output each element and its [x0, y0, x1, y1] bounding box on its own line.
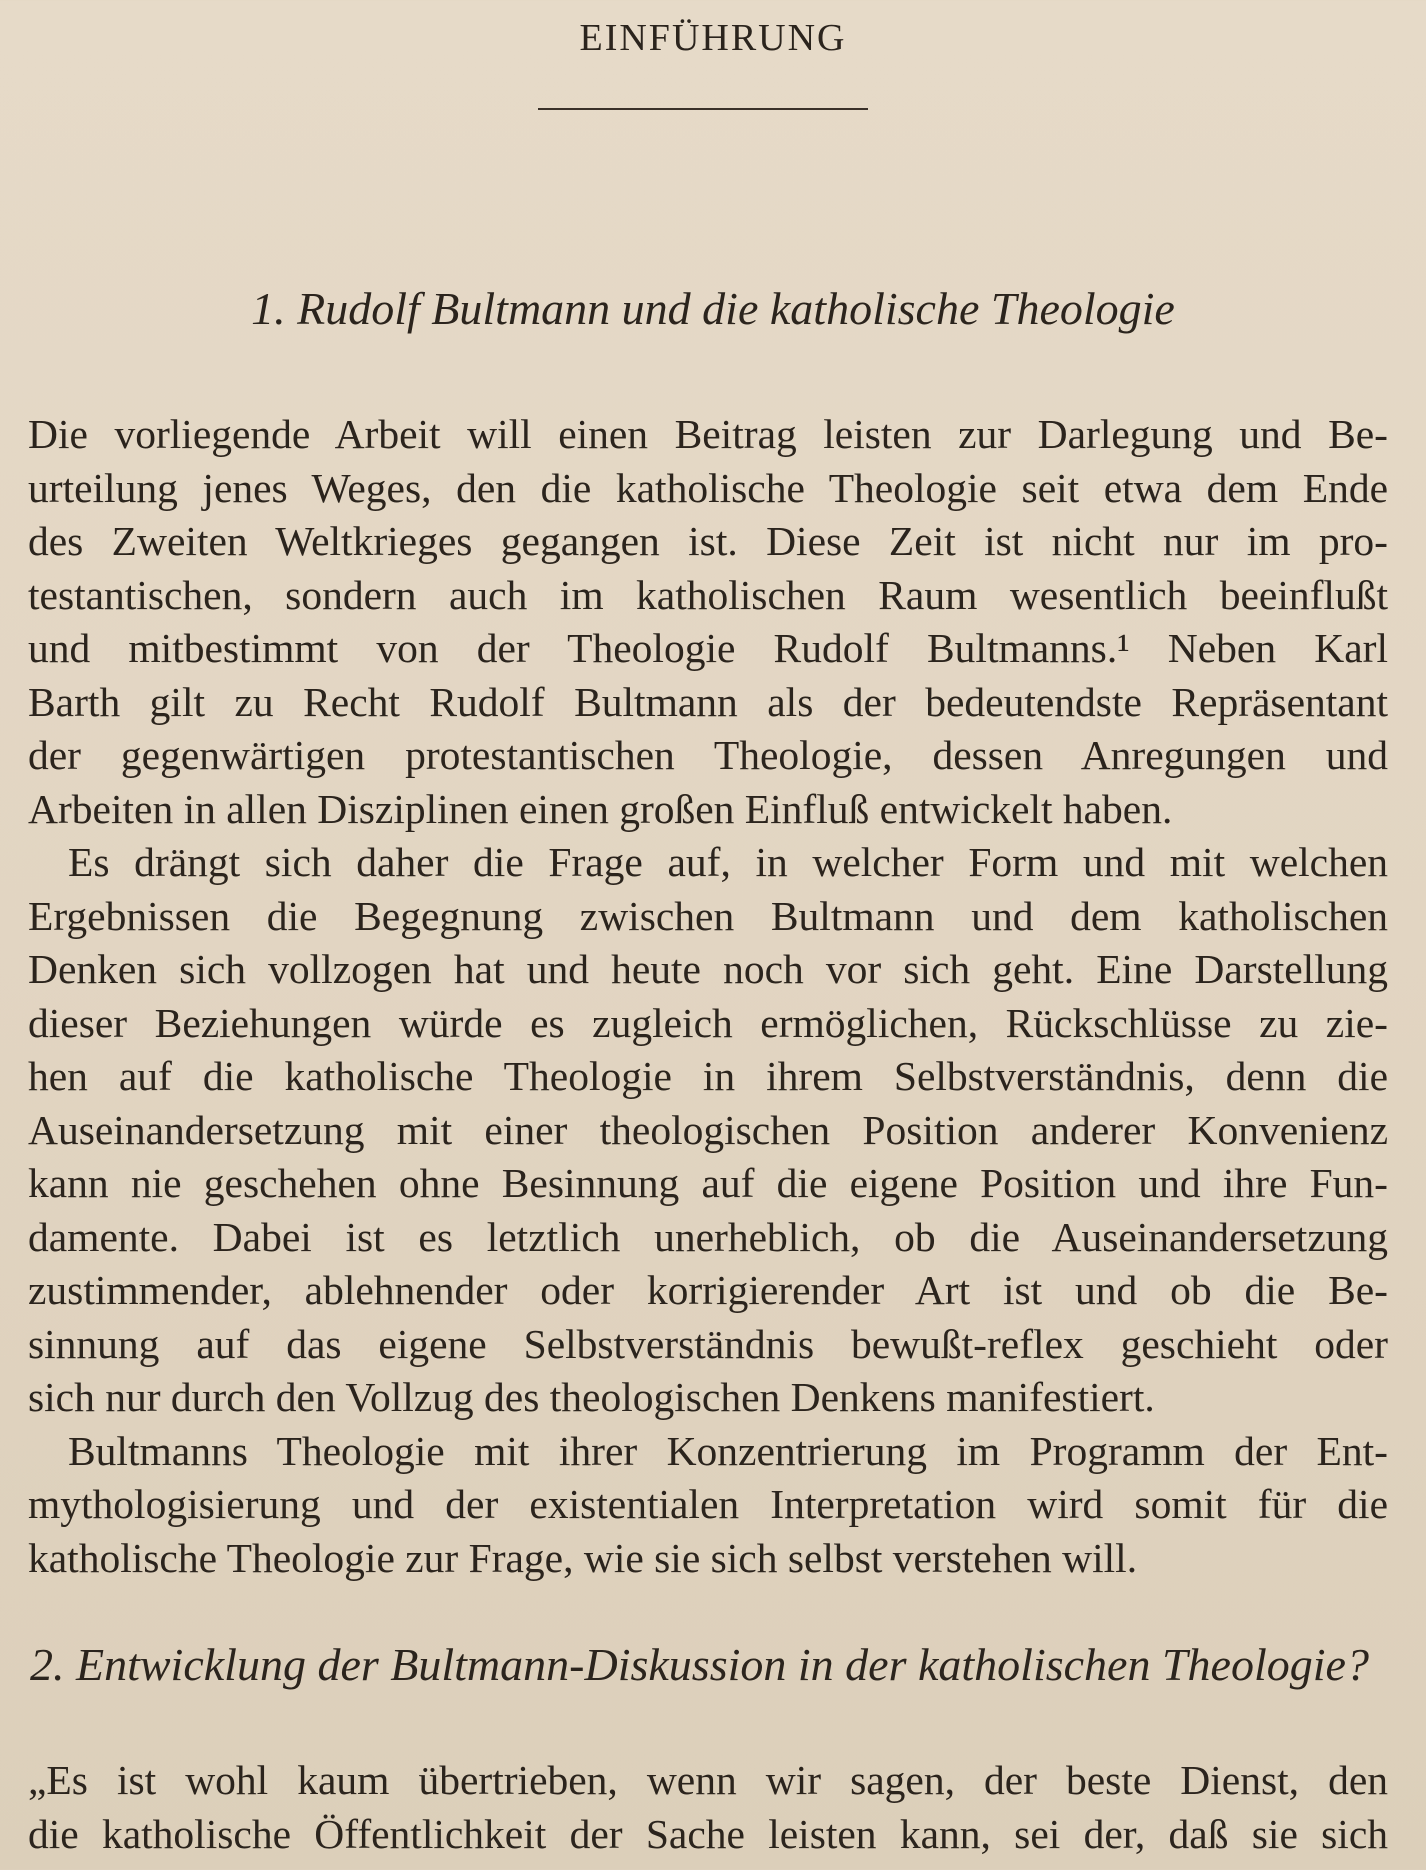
text-line: Denken sich vollzogen hat und heute noch vor sich geht. Eine Darstellung [28, 946, 1388, 992]
text-line: der gegenwärtigen protestantischen Theologie, dessen Anregungen und [28, 732, 1388, 778]
text-line: Ergebnissen die Begegnung zwischen Bultmann und dem katholischen [28, 892, 1388, 939]
text-line: die katholische Öffentlichkeit der Sache leisten kann, sei der, daß sie sich [28, 1810, 1388, 1857]
text-line: kann nie geschehen ohne Besinnung auf die eigene Position und ihre Fun- [28, 1160, 1388, 1206]
text-line: „Es ist wohl kaum übertrieben, wenn wir sagen, der beste Dienst, den [28, 1757, 1388, 1803]
text-line: Barth gilt zu Recht Rudolf Bultmann als der bedeutendste Repräsentant [28, 678, 1388, 725]
text-line: dieser Beziehungen würde es zugleich ermöglichen, Rückschlüsse zu zie- [28, 999, 1388, 1046]
running-head: EINFÜHRUNG [579, 17, 847, 59]
text-line: Die vorliegende Arbeit will einen Beitrag leisten zur Darlegung und Be- [28, 411, 1388, 457]
section-1-heading: 1. Rudolf Bultmann und die katholische Theologie [251, 283, 1175, 334]
text-line: sich nur durch den Vollzug des theologischen Denkens manifestiert. [28, 1374, 1155, 1420]
text-line: des Zweiten Weltkrieges gegangen ist. Diese Zeit ist nicht nur im pro- [28, 518, 1388, 564]
text-line: testantischen, sondern auch im katholischen Raum wesentlich beeinflußt [28, 571, 1388, 618]
text-line: Bultmanns Theologie mit ihrer Konzentrierung im Programm der Ent- [68, 1427, 1388, 1474]
text-line: damente. Dabei ist es letztlich unerheblich, ob die Auseinandersetzung [28, 1213, 1388, 1260]
text-line: Es drängt sich daher die Frage auf, in welcher Form und mit welchen [68, 839, 1388, 885]
text-line: Auseinandersetzung mit einer theologischen Position anderer Konvenienz [28, 1106, 1388, 1153]
section-2-heading: 2. Entwicklung der Bultmann-Diskussion in der katholischen Theologie? [30, 1639, 1369, 1690]
text-line: Arbeiten in allen Disziplinen einen großen Einfluß entwickelt haben. [28, 785, 1173, 832]
text-line: mythologisierung und der existentialen Interpretation wird somit für die [28, 1481, 1388, 1527]
text-line: zustimmender, ablehnender oder korrigierender Art ist und ob die Be- [28, 1267, 1388, 1313]
section-2-body [28, 1754, 1388, 1861]
text-line: urteilung jenes Weges, den die katholische Theologie seit etwa dem Ende [28, 464, 1388, 511]
text-line: und mitbestimmt von der Theologie Rudolf Bultmanns.¹ Neben Karl [28, 625, 1388, 671]
section-1-body [28, 408, 1388, 1585]
text-line: katholische Theologie zur Frage, wie sie sich selbst verstehen will. [28, 1534, 1138, 1581]
text-line: hen auf die katholische Theologie in ihrem Selbstverständnis, denn die [28, 1053, 1388, 1099]
text-line: sinnung auf das eigene Selbstverständnis bewußt-reflex geschieht oder [28, 1320, 1388, 1367]
head-rule-divider [538, 108, 868, 110]
